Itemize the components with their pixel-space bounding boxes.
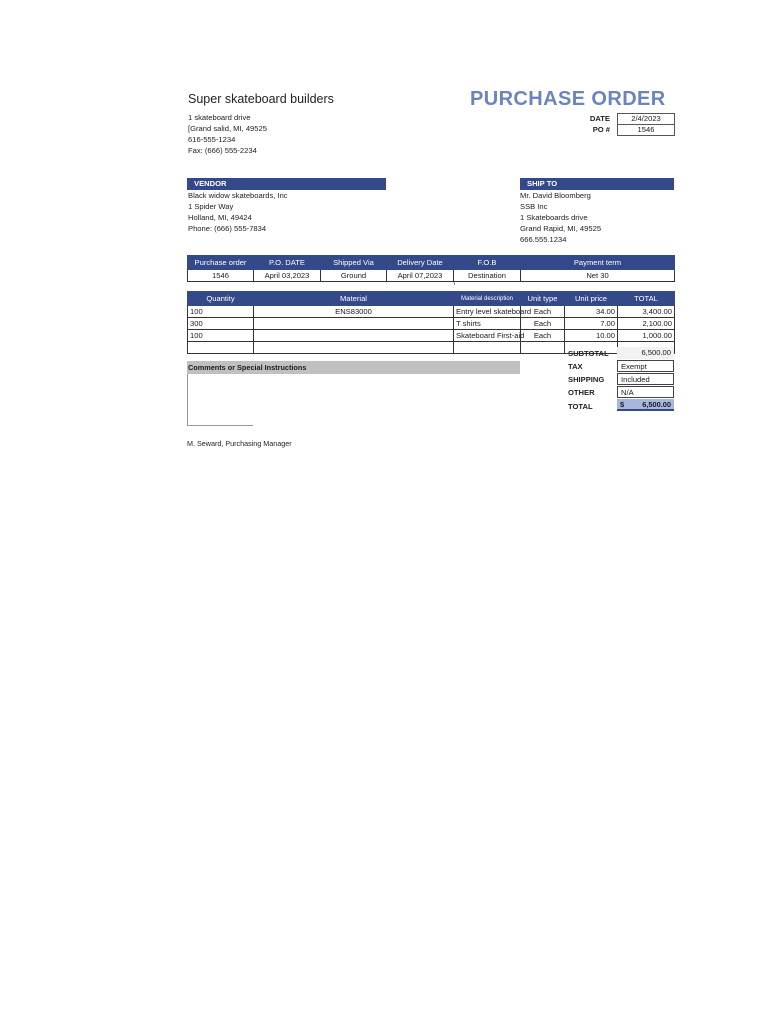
quantity-cell[interactable]: 100: [188, 306, 254, 318]
unit-type-cell[interactable]: Each: [521, 306, 565, 318]
tax-label: TAX: [568, 362, 583, 371]
ship-to-line: SSB Inc: [520, 202, 548, 211]
subtotal-value: 6,500.00: [617, 347, 674, 359]
vendor-phone: Phone: (666) 555-7834: [188, 224, 267, 233]
description-cell[interactable]: [454, 342, 521, 354]
column-header: Payment term: [521, 256, 675, 270]
column-header: Material description: [454, 292, 521, 306]
vendor-header: VENDOR: [187, 178, 386, 190]
vendor-line: 1 Spider Way: [188, 202, 234, 211]
ship-to-line: Grand Rapid, MI, 49525: [520, 224, 602, 233]
material-cell[interactable]: [254, 342, 454, 354]
table-row: [188, 318, 675, 330]
comments-field[interactable]: [187, 374, 253, 426]
unit-price-cell[interactable]: 7.00: [565, 318, 618, 330]
column-header: Shipped Via: [321, 256, 387, 270]
total-value: 6,500.00: [642, 400, 671, 409]
document-title: PURCHASE ORDER: [470, 88, 666, 110]
material-cell[interactable]: ENS83000: [254, 306, 454, 318]
material-cell[interactable]: [254, 318, 454, 330]
order-info-table: [187, 255, 675, 282]
line-total-cell: 2,100.00: [618, 318, 675, 330]
unit-type-cell[interactable]: Each: [521, 330, 565, 342]
table-row: [188, 306, 675, 318]
fob-cell[interactable]: Destination: [454, 270, 521, 282]
po-number-label: PO #: [592, 125, 610, 134]
column-header: Purchase order: [188, 256, 254, 270]
column-header: Material: [254, 292, 454, 306]
table-row: [188, 330, 675, 342]
vendor-line: Black widow skateboards, Inc: [188, 191, 288, 200]
purchase-order-cell[interactable]: 1546: [188, 270, 254, 282]
ship-to-header: SHIP TO: [520, 178, 674, 190]
line-total-cell: 1,000.00: [618, 330, 675, 342]
unit-price-cell[interactable]: 10.00: [565, 330, 618, 342]
company-phone: 616-555-1234: [188, 135, 236, 144]
comments-header: Comments or Special Instructions: [187, 361, 520, 374]
tax-field[interactable]: Exempt: [617, 360, 674, 372]
subtotal-label: SUBTOTAL: [568, 349, 609, 358]
column-header: TOTAL: [618, 292, 675, 306]
other-field[interactable]: N/A: [617, 386, 674, 398]
date-label: DATE: [589, 114, 610, 123]
unit-price-cell[interactable]: 34.00: [565, 306, 618, 318]
shipping-label: SHIPPING: [568, 375, 605, 384]
line-total-cell: 3,400.00: [618, 306, 675, 318]
quantity-cell[interactable]: [188, 342, 254, 354]
description-cell[interactable]: T shirts: [454, 318, 521, 330]
company-address-line: [Grand salid, MI, 49525: [188, 124, 267, 133]
unit-type-cell[interactable]: Each: [521, 318, 565, 330]
total-value-box: [617, 399, 674, 411]
description-cell[interactable]: Entry level skateboard: [454, 306, 521, 318]
other-label: OTHER: [568, 388, 595, 397]
items-table: [187, 291, 675, 354]
shipping-field[interactable]: Included: [617, 373, 674, 385]
company-address-line: 1 skateboard drive: [188, 113, 251, 122]
items-header-row: [188, 292, 675, 306]
po-number-field[interactable]: 1546: [617, 124, 675, 136]
payment-term-cell[interactable]: Net 30: [521, 270, 675, 282]
signature-line: M. Seward, Purchasing Manager: [187, 439, 292, 448]
date-field[interactable]: 2/4/2023: [617, 113, 675, 125]
ship-to-line: 1 Skateboards drive: [520, 213, 588, 222]
vendor-line: Holland, MI, 49424: [188, 213, 252, 222]
stray-mark: \: [453, 280, 455, 287]
column-header: Quantity: [188, 292, 254, 306]
column-header: Delivery Date: [387, 256, 454, 270]
column-header: F.O.B: [454, 256, 521, 270]
order-info-header-row: [188, 256, 675, 270]
delivery-date-cell[interactable]: April 07,2023: [387, 270, 454, 282]
company-fax: Fax: (666) 555-2234: [188, 146, 257, 155]
ship-to-phone: 666.555.1234: [520, 235, 567, 244]
order-info-row: [188, 270, 675, 282]
description-cell[interactable]: Skateboard First-aid: [454, 330, 521, 342]
total-label: TOTAL: [568, 402, 593, 411]
quantity-cell[interactable]: 300: [188, 318, 254, 330]
column-header: Unit type: [521, 292, 565, 306]
currency-symbol: $: [620, 400, 625, 409]
unit-type-cell[interactable]: [521, 342, 565, 354]
ship-to-line: Mr. David Bloomberg: [520, 191, 591, 200]
company-name: Super skateboard builders: [188, 92, 334, 106]
column-header: P.O. DATE: [254, 256, 321, 270]
column-header: Unit price: [565, 292, 618, 306]
quantity-cell[interactable]: 100: [188, 330, 254, 342]
po-date-cell[interactable]: April 03,2023: [254, 270, 321, 282]
shipped-via-cell[interactable]: Ground: [321, 270, 387, 282]
material-cell[interactable]: [254, 330, 454, 342]
